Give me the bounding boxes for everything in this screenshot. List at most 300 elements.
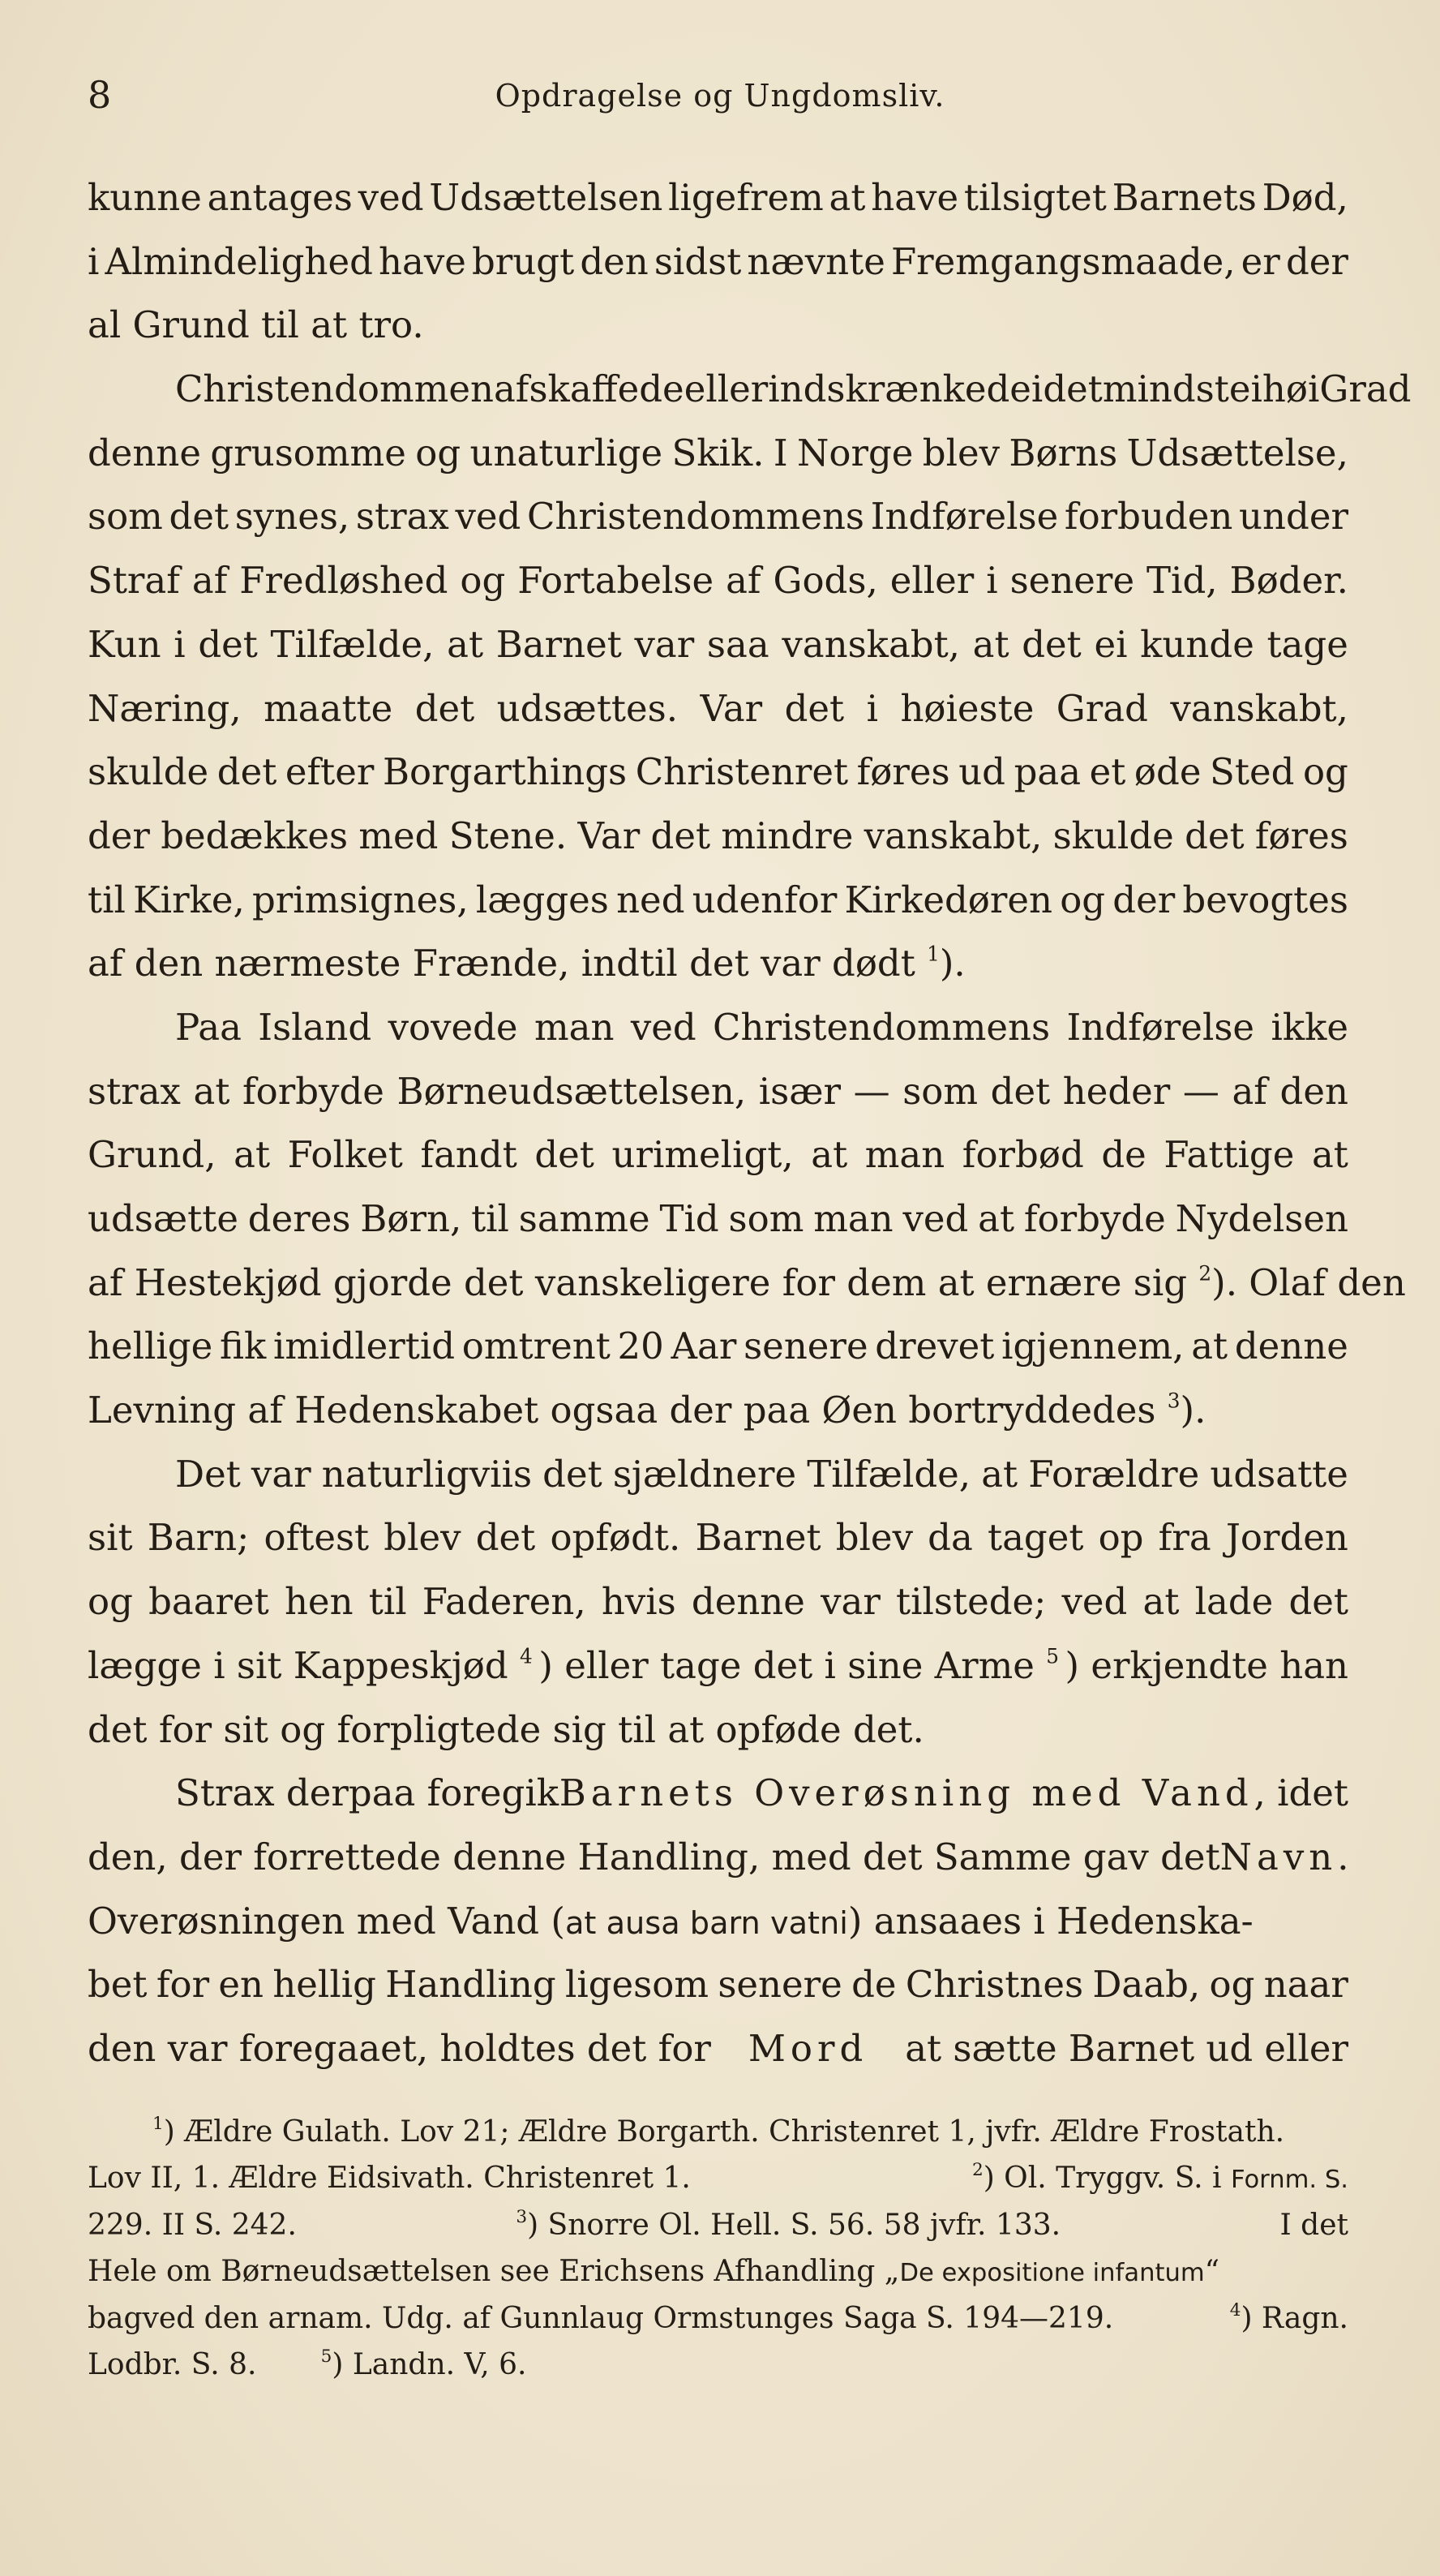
word: Tid (659, 1197, 719, 1240)
footnote-span (972, 2155, 1348, 2203)
word: man (813, 1197, 894, 1240)
word: den (1279, 1069, 1348, 1113)
word: at (972, 622, 1009, 666)
word: tilsigtet (963, 176, 1107, 219)
text-run: ). (939, 942, 966, 985)
word: have (379, 239, 466, 283)
spaced-emphasis: Mord (748, 2026, 868, 2070)
word: Christenret (635, 750, 849, 794)
word: udsættes. (496, 686, 679, 730)
word: Sted (1210, 750, 1295, 794)
footnote-number: 4 (1229, 2299, 1241, 2321)
word: det (1022, 622, 1082, 666)
word: — (1182, 1069, 1219, 1113)
word: heder (1062, 1069, 1171, 1113)
footnote-text: ) Ol. Tryggv. S. i (983, 2162, 1222, 2196)
footnote-ref: 5 (1046, 1644, 1059, 1668)
footnote-line (88, 2202, 1348, 2248)
word: saa (706, 622, 769, 666)
word: var (821, 1580, 881, 1624)
word: som (728, 1197, 804, 1240)
word: ved (358, 176, 424, 219)
word: og (88, 1580, 133, 1624)
word: vanskabt, (782, 622, 960, 666)
word: maatte (264, 686, 393, 730)
text-line (88, 1187, 1348, 1252)
word: Jorden (1225, 1516, 1348, 1560)
word: Norge (797, 431, 914, 474)
footnote-text: Lodbr. S. 8. (88, 2347, 257, 2381)
word: Børns (1009, 431, 1118, 474)
word: der (88, 814, 150, 857)
word: og (1060, 878, 1106, 921)
word: Straf (88, 559, 180, 603)
word: i (1250, 367, 1262, 411)
word: paa (1014, 750, 1082, 794)
footnote-ref: 1 (927, 942, 940, 966)
word: og (460, 559, 506, 603)
word: denne (88, 431, 202, 474)
word: ned (616, 878, 685, 921)
word: Bøder. (1229, 559, 1348, 603)
text-run: Strax derpaa foregik (175, 1771, 559, 1815)
word: Christnes (905, 1963, 1084, 2007)
word: bedækkes (161, 814, 349, 857)
text-span (88, 1379, 1206, 1443)
word: Christendommens (526, 495, 865, 539)
text-line (88, 1443, 1348, 1507)
old-norse-phrase: at ausa barn vatni (564, 1904, 848, 1942)
word: og (415, 431, 461, 474)
word: det (216, 750, 277, 794)
word: Død, (1262, 176, 1348, 219)
word: sjældnere (612, 1452, 797, 1496)
word: Udsættelse, (1126, 431, 1348, 474)
word: op (1098, 1516, 1144, 1560)
word: Fredløshed (239, 559, 448, 603)
text-span (88, 1252, 1211, 1316)
text-run: ) erkjendte han (1065, 1643, 1348, 1687)
word: Almindelighed (105, 239, 373, 283)
footnote-span (516, 2202, 1061, 2248)
word: idetmindste (1031, 367, 1251, 411)
word: sidst (654, 239, 742, 283)
word: denne (691, 1580, 805, 1624)
word: og (1302, 750, 1348, 794)
word: igjennem, (1001, 1324, 1185, 1368)
word: de (1101, 1133, 1146, 1177)
word: nævnte (747, 239, 885, 283)
word: der (1112, 878, 1176, 921)
word: det (534, 1133, 594, 1177)
word: som (88, 495, 163, 539)
text-run: Overøsningen med Vand ( (88, 1899, 565, 1943)
word: udsætte (88, 1197, 238, 1240)
word: Fortabelse (517, 559, 714, 603)
text-line (88, 1123, 1348, 1187)
footnote-line (88, 2109, 1348, 2155)
word: — (853, 1069, 890, 1113)
word: omtrent (461, 1324, 611, 1368)
text-line (88, 741, 1348, 805)
word: i (986, 559, 998, 603)
word: Christendommen (175, 367, 494, 411)
text-line (88, 1570, 1348, 1634)
text-run: den var foregaaet, holdtes det for (88, 2026, 711, 2070)
footnote-text: 229. II S. 242. (88, 2208, 297, 2242)
word: til (88, 878, 126, 921)
word: ved (1061, 1580, 1128, 1624)
text-span (88, 1634, 533, 1698)
footnote-text: “ (1204, 2255, 1220, 2289)
text-line (88, 677, 1348, 741)
footnote-text: Lov II, 1. Ældre Eidsivath. Christenret 1. (88, 2162, 691, 2196)
text-line (88, 1634, 1348, 1698)
text-line (88, 996, 1348, 1060)
text-run: den, der forrettede denne Handling, med det Samme gav det (88, 1835, 1220, 1878)
word: denne (1234, 1324, 1348, 1368)
footnote-span (88, 2248, 1219, 2296)
text-run: af den nærmeste Frænde, indtil det var dødt (88, 942, 915, 985)
text-span (1220, 1826, 1349, 1890)
word: Barnets (1112, 176, 1257, 219)
footnote-ref: 4 (520, 1644, 533, 1668)
word: kunne (88, 176, 202, 219)
word: tage (1266, 622, 1348, 666)
word: Barnet (695, 1516, 821, 1560)
text-line (88, 869, 1348, 933)
text-run: ). (1180, 1389, 1206, 1432)
word: det (169, 495, 229, 539)
word: deres (247, 1197, 351, 1240)
footnote-number: 1 (152, 2113, 164, 2134)
word: Udsættelsen (429, 176, 663, 219)
word: fra (1158, 1516, 1211, 1560)
footnote-roman: Fornm. S. (1230, 2166, 1348, 2195)
word: mindre (721, 814, 854, 857)
word: føres (1254, 814, 1348, 857)
word: bevogtes (1182, 878, 1348, 921)
word: det (475, 1516, 536, 1560)
word: at (1191, 1324, 1228, 1368)
word: forbyde (242, 1069, 384, 1113)
footnote-text: ) Snorre Ol. Hell. S. 56. 58 jvfr. 133. (527, 2208, 1061, 2242)
word: ved (455, 495, 521, 539)
word: indskrænkede (768, 367, 1031, 411)
text-line (88, 613, 1348, 677)
word: Var (577, 814, 641, 857)
word: efter (285, 750, 375, 794)
word: til (471, 1197, 509, 1240)
word: Nydelsen (1175, 1197, 1348, 1240)
word: lade (1194, 1580, 1274, 1624)
word: det (784, 686, 845, 730)
text-line (88, 2017, 1348, 2081)
word: af (1232, 1069, 1267, 1113)
word: det (650, 814, 711, 857)
word: de (851, 1963, 897, 2007)
text-line: det for sit og forpligtede sig til at opføde det. (88, 1707, 924, 1751)
word: man (534, 1005, 615, 1049)
word: at (811, 1133, 848, 1177)
text-line (88, 1953, 1348, 2017)
footnote-text: ) Landn. V, 6. (332, 2347, 527, 2381)
word: at (829, 176, 866, 219)
word: Grad (1056, 686, 1148, 730)
word: at (978, 1197, 1015, 1240)
text-line (88, 805, 1348, 869)
word: Kirke, (133, 878, 245, 921)
footnote-text: I det (1279, 2208, 1348, 2242)
word: at (447, 622, 484, 666)
word: Indførelse (870, 495, 1059, 539)
text-run: Levning af Hedenskabet ogsaa der paa Øen bortryddedes (88, 1389, 1156, 1432)
word: grusomme (210, 431, 406, 474)
word: øde (1134, 750, 1202, 794)
word: hen (284, 1580, 354, 1624)
word: imidlertid (272, 1324, 456, 1368)
word: forbuden (1064, 495, 1233, 539)
word: hellig (272, 1963, 376, 2007)
word: at (234, 1133, 271, 1177)
text-line (88, 1506, 1348, 1570)
text-line (88, 485, 1348, 549)
word: i (866, 686, 878, 730)
word: udenfor (692, 878, 838, 921)
text-run: . (1337, 1835, 1349, 1878)
text-line (88, 358, 1412, 422)
word: for (156, 1963, 210, 2007)
word: ligesom (564, 1963, 709, 2007)
word: vanskabt, (864, 814, 1043, 857)
footnote-span (321, 2342, 527, 2388)
word: en (218, 1963, 264, 2007)
word: urimeligt, (611, 1133, 794, 1177)
footnote-ref: 3 (1167, 1389, 1181, 1413)
text-line (88, 1762, 1348, 1826)
text-run: ) eller tage det i sine Arme (538, 1643, 1035, 1687)
word: at (1142, 1580, 1180, 1624)
word: have (871, 176, 959, 219)
word: blev (922, 431, 1001, 474)
spaced-emphasis: Navn (1219, 1835, 1338, 1878)
text-run: lægge i sit Kappeskjød (88, 1643, 508, 1687)
page-number: 8 (88, 73, 112, 117)
word: da (928, 1516, 973, 1560)
text-line (88, 1379, 1348, 1443)
word: høieste (900, 686, 1035, 730)
word: oftest (264, 1516, 370, 1560)
word: Børn, (360, 1197, 462, 1240)
word: er (1241, 239, 1280, 283)
word: et (1089, 750, 1126, 794)
word: Borgarthings (382, 750, 628, 794)
word: ud (958, 750, 1005, 794)
text-line (88, 932, 1348, 996)
word: Stene. (448, 814, 568, 857)
word: Daab, (1092, 1963, 1201, 2007)
word: Kun (88, 622, 161, 666)
word: Var (700, 686, 763, 730)
word: Tilfælde, (807, 1452, 971, 1496)
word: at (1311, 1133, 1348, 1177)
word: Aar (671, 1324, 737, 1368)
word: Det (175, 1452, 241, 1496)
word: unaturlige (469, 431, 663, 474)
page-header (88, 73, 1352, 122)
word: senere (1009, 559, 1135, 603)
word: det (198, 622, 258, 666)
word: især (758, 1069, 842, 1113)
footnote-line (88, 2342, 1348, 2388)
footnote-roman: De expositione infantum (899, 2259, 1205, 2288)
text-line: al Grund til at tro. (88, 303, 424, 347)
word: det (990, 1069, 1051, 1113)
word: tilstede; (896, 1580, 1047, 1624)
word: det (1185, 814, 1245, 857)
word: i (88, 239, 100, 283)
text-run: at sætte Barnet ud eller (905, 2026, 1348, 2070)
word: Grund, (88, 1133, 216, 1177)
body-text (88, 166, 1412, 2081)
word: Tilfælde, (270, 622, 435, 666)
word: Fremgangsmaade, (890, 239, 1236, 283)
word: Tid, (1146, 559, 1218, 603)
footnote-line (88, 2248, 1348, 2295)
word: det (1288, 1580, 1348, 1624)
word: senere (744, 1324, 868, 1368)
word: afskaffede (493, 367, 684, 411)
footnote-number: 5 (320, 2346, 332, 2367)
word: brugt (472, 239, 575, 283)
spaced-emphasis: Barnets Overøsning med Vand (559, 1771, 1254, 1815)
word: eller (684, 367, 769, 411)
word: med (358, 814, 439, 857)
word: vovede (388, 1005, 518, 1049)
word: man (864, 1133, 945, 1177)
word: skulde (1052, 814, 1174, 857)
word: det (542, 1452, 602, 1496)
word: Folket (287, 1133, 403, 1177)
word: ei (1094, 622, 1128, 666)
text-line (88, 1060, 1348, 1124)
word: blev (835, 1516, 913, 1560)
word: fandt (420, 1133, 517, 1177)
word: ved (630, 1005, 696, 1049)
text-line (88, 422, 1348, 486)
word: var (251, 1452, 311, 1496)
text-run: ) ansaaes i Hedenska- (847, 1899, 1254, 1943)
text-line (88, 166, 1348, 230)
word: Barnet (495, 622, 622, 666)
word: synes, (234, 495, 350, 539)
word: det (414, 686, 475, 730)
word: baaret (148, 1580, 269, 1624)
word: i (174, 622, 186, 666)
word: Handling (385, 1963, 556, 2007)
word: at (193, 1069, 230, 1113)
word: under (1239, 495, 1348, 539)
text-line (88, 1890, 1348, 1954)
word: Skik. (671, 431, 765, 474)
word: strax (355, 495, 449, 539)
word: lægges (475, 878, 609, 921)
word: føres (856, 750, 950, 794)
text-span (88, 932, 966, 996)
text-line (88, 1252, 1406, 1316)
word: I (773, 431, 788, 474)
text-span (538, 1634, 1059, 1698)
text-run: , idet (1254, 1771, 1348, 1815)
word: ligefrem (668, 176, 824, 219)
word: kunde (1140, 622, 1254, 666)
word: af (726, 559, 761, 603)
word: vanskabt, (1170, 686, 1348, 730)
word: ikke (1271, 1005, 1348, 1049)
word: Island (258, 1005, 372, 1049)
word: skulde (88, 750, 209, 794)
footnote-number: 2 (971, 2160, 984, 2181)
word: den (580, 239, 649, 283)
word: drevet (875, 1324, 995, 1368)
text-line (88, 1315, 1348, 1379)
footnote-text: Hele om Børneudsættelsen see Erichsens Afhandling „ (88, 2255, 900, 2289)
word: Barn; (147, 1516, 250, 1560)
running-head: Opdragelse og Ungdomsliv. (495, 78, 945, 114)
word: naturligviis (321, 1452, 533, 1496)
word: udsatte (1210, 1452, 1348, 1496)
word: til (368, 1580, 407, 1624)
word: at (981, 1452, 1018, 1496)
word: taget (987, 1516, 1084, 1560)
word: Næring, (88, 686, 242, 730)
text-line (88, 230, 1348, 294)
word: Forældre (1028, 1452, 1200, 1496)
word: Kirkedøren (844, 878, 1052, 921)
text-run: af Hestekjød gjorde det vanskeligere for dem at ernære sig (88, 1260, 1188, 1304)
word: 20 (617, 1324, 664, 1368)
word: Indførelse (1066, 1005, 1255, 1049)
footnote-span (1230, 2295, 1348, 2342)
word: ved (902, 1197, 969, 1240)
word: Gods, (773, 559, 878, 603)
footnote-text: ) Ældre Gulath. Lov 21; Ældre Borgarth. Christenret 1, jvfr. Ældre Frostath. (163, 2115, 1285, 2149)
word: strax (88, 1069, 181, 1113)
word: antages (207, 176, 353, 219)
word: forbyde (1023, 1197, 1166, 1240)
text-span (88, 1890, 1254, 1956)
word: opfødt. (550, 1516, 681, 1560)
word: der (1285, 239, 1348, 283)
footnote-span (152, 2109, 1284, 2155)
word: primsignes, (251, 878, 469, 921)
word: var (634, 622, 695, 666)
footnote-ref: 2 (1198, 1261, 1212, 1286)
word: Fattige (1164, 1133, 1295, 1177)
word: blev (384, 1516, 461, 1560)
word: hvis (601, 1580, 676, 1624)
footnote-text: bagved den arnam. Udg. af Gunnlaug Ormstunges Saga S. 194—219. (88, 2301, 1114, 2335)
footnote-line (88, 2155, 1348, 2201)
word: Faderen, (422, 1580, 586, 1624)
word: og (1209, 1963, 1255, 2007)
word: Børneudsættelsen, (396, 1069, 747, 1113)
word: Christendommens (713, 1005, 1051, 1049)
footnote-number: 3 (516, 2206, 528, 2227)
footnote-line (88, 2295, 1348, 2342)
word: naar (1263, 1963, 1348, 2007)
word: hellige (88, 1324, 213, 1368)
